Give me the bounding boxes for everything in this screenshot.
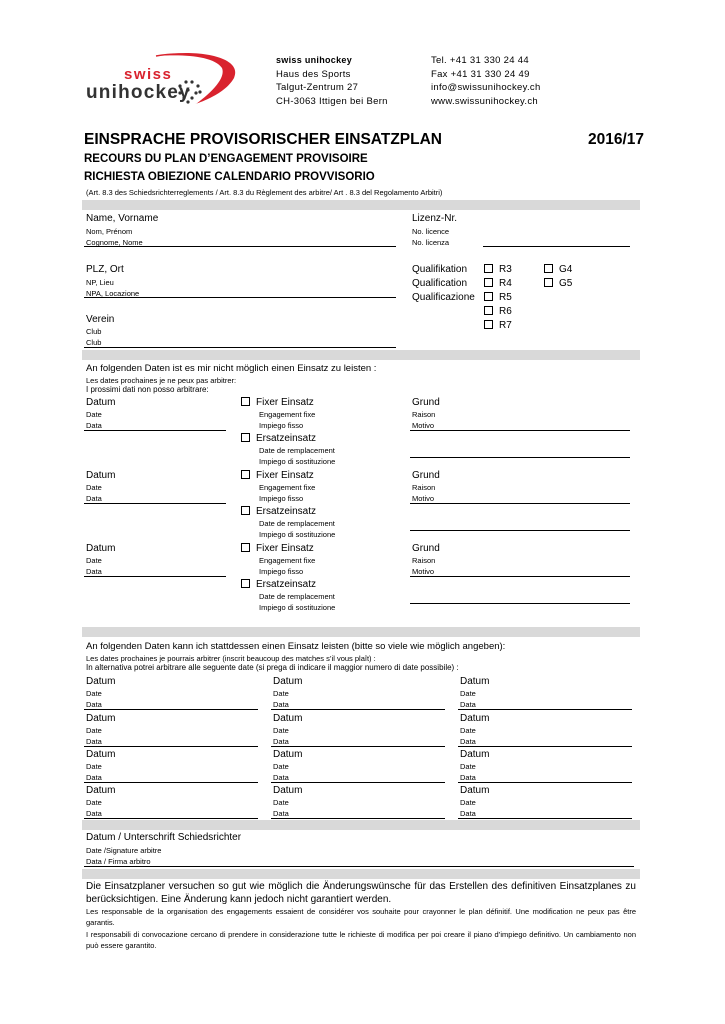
subtitle-it: RICHIESTA OBIEZIONE CALENDARIO PROVVISORIO — [84, 171, 375, 183]
name-label-it: Cognome, Nome — [86, 238, 143, 247]
checkbox-replacement-assignment[interactable]: Ersatzeinsatz — [241, 506, 316, 517]
name-label: Name, Vorname — [86, 213, 159, 224]
checkbox-icon[interactable] — [544, 278, 553, 287]
available-date-label-fr: Date — [86, 762, 102, 771]
license-label-fr: No. licence — [412, 227, 450, 236]
checkbox-icon[interactable] — [241, 579, 250, 588]
unavailable-date-line[interactable] — [84, 576, 226, 577]
available-date-label-fr: Date — [460, 798, 476, 807]
available-date-label-it: Data — [273, 773, 289, 782]
checkbox-icon[interactable] — [484, 292, 493, 301]
qualification-label-fr: Qualification — [412, 278, 468, 289]
license-label-it: No. licenza — [412, 238, 450, 247]
section-band — [82, 627, 640, 637]
available-date-label-it: Data — [86, 700, 102, 709]
reason-line[interactable] — [410, 503, 630, 504]
available-date-label-it: Data — [460, 809, 476, 818]
qualification-label-it: Qualificazione — [412, 292, 475, 303]
available-date-label-it: Data — [273, 809, 289, 818]
checkbox-r4[interactable]: R4 — [484, 278, 512, 289]
contact-block — [431, 54, 541, 108]
address-line: Talgut-Zentrum 27 — [276, 82, 359, 93]
unavailable-date-label-it: Data — [86, 494, 102, 503]
available-heading-fr: Les dates prochaines je pourrais arbitrer (inscrit beaucoup des matches s’il vous plaît) : — [86, 654, 376, 663]
available-date-label-it: Data — [460, 737, 476, 746]
unavailable-date-label-fr: Date — [86, 483, 102, 492]
available-date-label-it: Data — [273, 737, 289, 746]
available-date-label-fr: Date — [460, 726, 476, 735]
fax: Fax +41 31 330 24 49 — [431, 68, 530, 80]
available-date-line[interactable] — [84, 709, 258, 710]
checkbox-icon[interactable] — [241, 397, 250, 406]
signature-label: Datum / Unterschrift Schiedsrichter — [86, 832, 242, 843]
club-label-fr: Club — [86, 327, 102, 336]
checkbox-r3[interactable]: R3 — [484, 264, 512, 275]
checkbox-icon[interactable] — [484, 320, 493, 329]
unavailable-date-line[interactable] — [84, 430, 226, 431]
available-date-label: Datum — [86, 676, 116, 687]
swiss-unihockey-logo — [84, 48, 244, 110]
available-date-line[interactable] — [84, 782, 258, 783]
available-date-label: Datum — [273, 713, 303, 724]
available-date-line[interactable] — [271, 818, 445, 819]
reason-label-fr: Raison — [412, 410, 436, 419]
section-band — [82, 820, 640, 830]
season: 2016/17 — [588, 131, 645, 148]
available-date-label: Datum — [86, 749, 116, 760]
available-date-label-it: Data — [273, 700, 289, 709]
section-band — [82, 200, 640, 210]
available-date-label: Datum — [460, 785, 490, 796]
signature-label-it: Data / Firma arbitro — [86, 857, 151, 866]
club-label-it: Club — [86, 338, 102, 347]
page-title: EINSPRACHE PROVISORISCHER EINSATZPLAN — [84, 131, 442, 148]
reason-line[interactable] — [410, 430, 630, 431]
replacement-label-it: Impiego di sostituzione — [259, 603, 336, 612]
reason-label-it: Motivo — [412, 567, 435, 576]
available-date-label-fr: Date — [86, 689, 102, 698]
checkbox-icon[interactable] — [241, 433, 250, 442]
reason-label: Grund — [412, 470, 440, 481]
unavailable-heading-it: I prossimi dati non posso arbitrare: — [86, 385, 209, 394]
footer-de: Die Einsatzplaner versuchen so gut wie möglich die Änderungswünsche für das Erstellen des definitiven Einsatzplanes zu berücksichtigen. Eine Änderung kann jedoch nicht garantiert werden. — [86, 881, 636, 905]
checkbox-replacement-assignment[interactable]: Ersatzeinsatz — [241, 433, 316, 444]
unavailable-date-line[interactable] — [84, 503, 226, 504]
reason-label-it: Motivo — [412, 421, 435, 430]
reason-label-fr: Raison — [412, 483, 436, 492]
address-block — [276, 54, 388, 108]
logo-text-unihockey: unihockey — [86, 82, 191, 103]
available-date-line[interactable] — [458, 782, 632, 783]
reason-line-extra[interactable] — [410, 603, 630, 604]
org-name: swiss unihockey — [276, 55, 353, 65]
checkbox-g5[interactable]: G5 — [544, 278, 572, 289]
available-date-label: Datum — [460, 676, 490, 687]
reason-line[interactable] — [410, 576, 630, 577]
available-date-label-fr: Date — [273, 762, 289, 771]
license-label: Lizenz-Nr. — [412, 213, 458, 224]
available-date-label-fr: Date — [273, 798, 289, 807]
checkbox-r7[interactable]: R7 — [484, 320, 512, 331]
available-date-label: Datum — [460, 749, 490, 760]
fixed-label-fr: Engagement fixe — [259, 410, 316, 419]
available-date-label-fr: Date — [273, 726, 289, 735]
available-date-line[interactable] — [458, 746, 632, 747]
name-field-line[interactable] — [84, 246, 396, 247]
fixed-label-it: Impiego fisso — [259, 567, 304, 576]
available-date-line[interactable] — [84, 746, 258, 747]
available-date-label-fr: Date — [86, 726, 102, 735]
checkbox-fixed-assignment[interactable]: Fixer Einsatz — [241, 397, 314, 408]
section-band — [82, 869, 640, 879]
unavailable-heading-fr: Les dates prochaines je ne peux pas arbitrer: — [86, 376, 237, 385]
checkbox-r6[interactable]: R6 — [484, 306, 512, 317]
available-heading-it: In alternativa potrei arbitrare alle seguente date (si prega di indicare il maggior numero di date possibile) : — [86, 663, 459, 672]
email-link[interactable]: info@swissunihockey.ch — [431, 82, 541, 93]
available-date-label-fr: Date — [460, 689, 476, 698]
unavailable-date-label-fr: Date — [86, 410, 102, 419]
signature-line[interactable] — [84, 866, 634, 867]
available-date-label-it: Data — [86, 773, 102, 782]
replacement-label-it: Impiego di sostituzione — [259, 530, 336, 539]
available-date-label-fr: Date — [273, 689, 289, 698]
checkbox-fixed-assignment[interactable]: Fixer Einsatz — [241, 470, 314, 481]
address-line: Haus des Sports — [276, 68, 351, 80]
section-band — [82, 350, 640, 360]
footer-fr: Les responsable de la organisation des engagements essaient de considérer vos souhaite pour crayonner le plan définitif. Une modification ne peux pas être garantis. — [86, 907, 636, 927]
reason-label: Grund — [412, 543, 440, 554]
reason-line-extra[interactable] — [410, 457, 630, 458]
checkbox-icon[interactable] — [241, 470, 250, 479]
available-date-label: Datum — [273, 785, 303, 796]
name-label-fr: Nom, Prénom — [86, 227, 133, 236]
fixed-label-it: Impiego fisso — [259, 494, 304, 503]
checkbox-icon[interactable] — [241, 543, 250, 552]
available-date-label: Datum — [273, 676, 303, 687]
available-date-line[interactable] — [84, 818, 258, 819]
unavailable-date-label: Datum — [86, 397, 116, 408]
available-heading: An folgenden Daten kann ich stattdessen einen Einsatz leisten (bitte so viele wie möglich angeben): — [86, 641, 506, 652]
available-date-label: Datum — [273, 749, 303, 760]
replacement-label-fr: Date de remplacement — [259, 592, 335, 601]
checkbox-g4[interactable]: G4 — [544, 264, 572, 275]
zip-label: PLZ, Ort — [86, 264, 124, 275]
qualification-label-de: Qualifikation — [412, 264, 468, 275]
available-date-line[interactable] — [458, 709, 632, 710]
phone: Tel. +41 31 330 24 44 — [431, 55, 529, 66]
available-date-line[interactable] — [271, 746, 445, 747]
checkbox-fixed-assignment[interactable]: Fixer Einsatz — [241, 543, 314, 554]
checkbox-icon[interactable] — [484, 264, 493, 273]
unavailable-date-label-fr: Date — [86, 556, 102, 565]
replacement-label-fr: Date de remplacement — [259, 446, 335, 455]
unavailable-date-label-it: Data — [86, 567, 102, 576]
replacement-label-it: Impiego di sostituzione — [259, 457, 336, 466]
available-date-line[interactable] — [271, 782, 445, 783]
website-link[interactable]: www.swissunihockey.ch — [431, 95, 538, 107]
checkbox-r5[interactable]: R5 — [484, 292, 512, 303]
unavailable-date-label-it: Data — [86, 421, 102, 430]
available-date-line[interactable] — [271, 709, 445, 710]
club-label: Verein — [86, 314, 115, 325]
unavailable-date-label: Datum — [86, 470, 116, 481]
available-date-label-it: Data — [460, 700, 476, 709]
available-date-label: Datum — [86, 785, 116, 796]
article-note: (Art. 8.3 des Schiedsrichterreglements / Art. 8.3 du Règlement des arbitre/ Art . 8.3 del Regolamento Arbitri) — [86, 188, 443, 197]
unavailable-heading: An folgenden Daten ist es mir nicht möglich einen Einsatz zu leisten : — [86, 363, 377, 374]
fixed-label-fr: Engagement fixe — [259, 483, 316, 492]
available-date-label: Datum — [460, 713, 490, 724]
zip-field-line[interactable] — [84, 297, 396, 298]
club-field-line[interactable] — [84, 347, 396, 348]
reason-line-extra[interactable] — [410, 530, 630, 531]
zip-label-it: NPA, Locazione — [86, 289, 140, 298]
checkbox-icon[interactable] — [241, 506, 250, 515]
fixed-label-it: Impiego fisso — [259, 421, 304, 430]
replacement-label-fr: Date de remplacement — [259, 519, 335, 528]
reason-label-it: Motivo — [412, 494, 435, 503]
footer-it: I responsabili di convocazione cercano di prendere in considerazione tutte le richieste di modifica per poi creare il piano d’impiego definitivo. Un cambiamento non può essere garantito. — [86, 930, 636, 950]
reason-label: Grund — [412, 397, 440, 408]
available-date-label-fr: Date — [86, 798, 102, 807]
zip-label-fr: NP, Lieu — [86, 278, 114, 287]
available-date-label-it: Data — [86, 737, 102, 746]
signature-label-fr: Date /Signature arbitre — [86, 846, 162, 855]
checkbox-icon[interactable] — [484, 278, 493, 287]
available-date-label: Datum — [86, 713, 116, 724]
logo-text-swiss: swiss — [124, 66, 173, 83]
available-date-label-it: Data — [86, 809, 102, 818]
checkbox-icon[interactable] — [544, 264, 553, 273]
available-date-label-it: Data — [460, 773, 476, 782]
license-field-line[interactable] — [483, 246, 630, 247]
available-date-line[interactable] — [458, 818, 632, 819]
unavailable-date-label: Datum — [86, 543, 116, 554]
subtitle-fr: RECOURS DU PLAN D’ENGAGEMENT PROVISOIRE — [84, 153, 368, 165]
checkbox-icon[interactable] — [484, 306, 493, 315]
fixed-label-fr: Engagement fixe — [259, 556, 316, 565]
address-line: CH-3063 Ittigen bei Bern — [276, 95, 388, 107]
reason-label-fr: Raison — [412, 556, 436, 565]
available-date-label-fr: Date — [460, 762, 476, 771]
checkbox-replacement-assignment[interactable]: Ersatzeinsatz — [241, 579, 316, 590]
